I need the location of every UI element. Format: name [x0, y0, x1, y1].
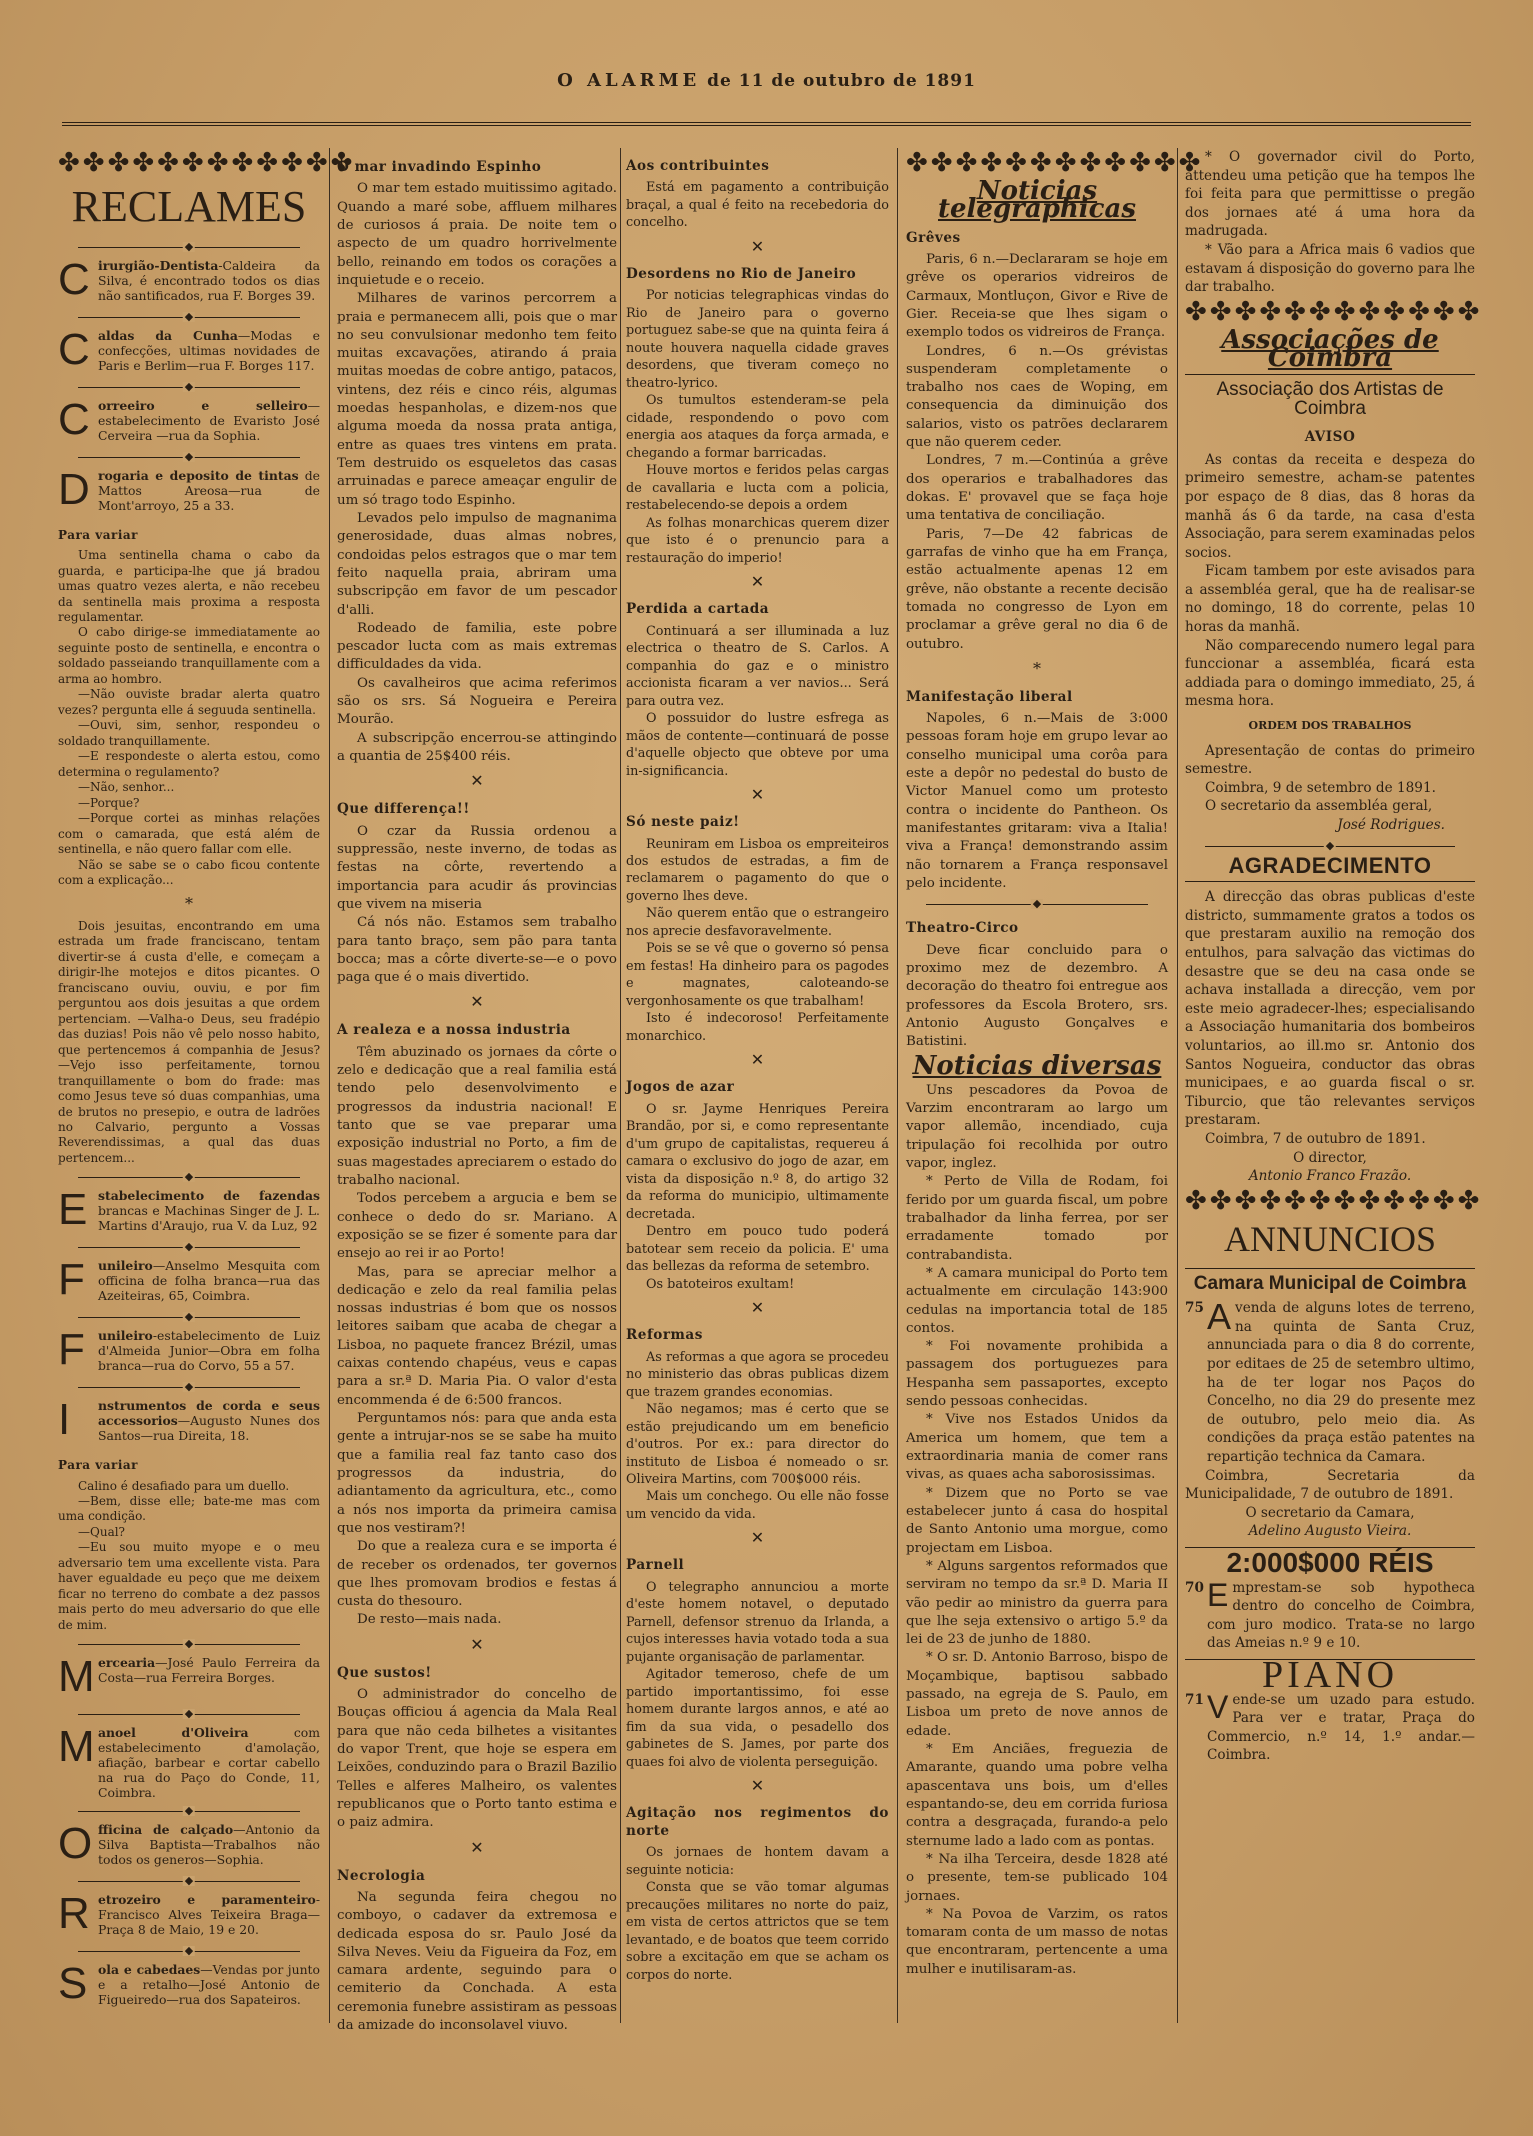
paragraph: * Vive nos Estados Unidos da America um homem, que tem a extraordinaria mania de comer rans vivas, as quaes acha saborosissimas. [906, 1412, 1168, 1483]
paragraph: * Perto de Villa de Rodam, foi ferido por um guarda fiscal, um pobre trabalhador da linha ferrea, por ser erradamente tomado por contrabandista. [906, 1174, 1168, 1263]
divider [1185, 881, 1475, 882]
column-2 [337, 148, 617, 2035]
divider: ◆ [78, 1312, 300, 1322]
paragraph: O cabo dirige-se immediatamente ao seguinte posto de sentinella, e encontra o soldado passeiando tranquillamente com a arma ao hombro. [58, 625, 320, 686]
column-5 [1185, 148, 1483, 1765]
ordem-trabalhos: ORDEM DOS TRABALHOS [1248, 719, 1412, 733]
paragraph: —Porque? [78, 795, 140, 810]
paragraph: O sr. Jayme Henriques Pereira Brandão, por si, e como representante d'um grupo de capitalistas, requereu á camara o exclusivo do jogo de azar, em vista da disposição n.º 8, do artigo 32 da reforma do municipio, ultimamente decretada. [626, 1101, 889, 1222]
paragraph: * Na ilha Terceira, desde 1828 até o presente, tem-se publicado 104 jornaes. [906, 1851, 1168, 1904]
cross-separator: ✕ [750, 236, 765, 256]
signature: Antonio Franco Frazão. [1248, 1168, 1412, 1185]
classified-ad [58, 1325, 320, 1376]
paragraph: Não se sabe se o cabo ficou contente com a explicação... [58, 857, 320, 888]
paragraph: * Vão para a Africa mais 6 vadios que estavam á disposição do governo para lhe dar trabalho. [1185, 241, 1475, 296]
date-line: Coimbra, 7 de outubro de 1891. [1205, 1130, 1426, 1147]
paragraph: Londres, 6 n.—Os grévistas suspenderam completamente o trabalho nos caes de Woping, em consequencia da diminuição dos salarios, visto os patrões declararem que não querem ceder. [906, 343, 1168, 451]
paragraph: Isto é indecoroso! Perfeitamente monarchico. [626, 1011, 889, 1044]
drop-cap: R [58, 1889, 90, 1939]
drop-cap: C [58, 325, 90, 374]
paragraph: Paris, 6 n.—Declararam se hoje em grêve os operarios vidreiros de Carmaux, Montluçon, Givor e Rive de Gier. Receia-se que lhes sigam o exemplo todos os vidreiros de França. [906, 251, 1168, 341]
headline: Manifestação liberal [906, 688, 1073, 705]
headline: Camara Municipal de Coimbra [1193, 1272, 1467, 1294]
drop-cap: F [58, 1255, 85, 1305]
paragraph: De resto—mais nada. [357, 1612, 502, 1628]
headline: Perdida a cartada [626, 601, 770, 618]
ad-text: —Anselmo Mesquita com officina de folha branca—rua das Azeiteiras, 65, Coimbra. [98, 1258, 320, 1304]
cross-separator: ✕ [470, 771, 484, 791]
paragraph: Por noticias telegraphicas vindas do Rio de Janeiro para o governo portuguez sabe-se que na quinta feira á noute houvera naquella cidade graves desordens, que tiveram começo no theatro-lyrico. [626, 288, 889, 391]
cross-separator: ✕ [750, 572, 765, 592]
headline: O mar invadindo Espinho [337, 159, 542, 175]
date-line: Coimbra, Secretaria da Municipalidade, 7 de outubro de 1891. [1185, 1467, 1475, 1503]
cross-separator: ✕ [750, 785, 765, 805]
ad-title: ercearia [98, 1655, 156, 1671]
paragraph: * Foi novamente prohibida a passagem dos portuguezes para Hespanha sem passaportes, excepto sendo pessoas conhecidas. [906, 1339, 1168, 1410]
drop-cap: M [58, 1652, 95, 1702]
ad-number: 71 [1185, 1691, 1204, 1708]
ornament-banner: ✤✤✤✤✤✤✤✤✤✤✤✤ [1185, 296, 1483, 327]
paragraph: Reuniram em Lisboa os empreiteiros dos estudos de estradas, a fim de reclamarem o pagamento do que o governo lhes deve. [626, 836, 889, 904]
paragraph: Calino é desafiado para um duello. [78, 1478, 290, 1493]
paragraph: O administrador do concelho de Bouças officiou á agencia da Mala Real para que não ceda bilhetes a visitantes do vapor Trent, que hoje se espera em Leixões, conduzindo para o Brazil Bazilio Telles e alferes Malheiro, os valentes republicanos que o Porto tanto estima e o paiz admira. [337, 1687, 617, 1831]
paragraph: Todos percebem a argucia e bem se conhece o dedo do sr. Mariano. A exposição se se fizer é somente para dar ensejo ao rei ir ao Porto! [337, 1191, 617, 1262]
cross-separator: ✕ [470, 1634, 484, 1654]
ad-title: anoel d'Oliveira [98, 1725, 249, 1741]
paragraph: * Dizem que no Porto se vae estabelecer junto á casa do hospital de Santo Antonio uma morgue, como projectam em Lisboa. [906, 1485, 1168, 1556]
classified-ad [58, 1185, 320, 1236]
drop-cap: S [58, 1959, 88, 2009]
paragraph: Pois se se vê que o governo só pensa em festas! Ha dinheiro para os pagodes e magnates, caloteando-se vergonhosamente os que trabalham! [626, 941, 889, 1009]
paragraph: Dentro em pouco tudo poderá batotear sem receio da policia. E' uma das bellezas da reforma de setembro. [626, 1224, 889, 1275]
section-title-diversas: Noticias diversas [912, 1051, 1162, 1082]
divider: ◆ [1205, 841, 1455, 851]
paragraph: Os jornaes de hontem davam a seguinte noticia: [626, 1845, 889, 1878]
drop-cap: C [58, 395, 90, 444]
paragraph: —Não, senhor... [78, 780, 175, 795]
divider: ◆ [78, 382, 300, 392]
ad-text: brancas e Machinas Singer de J. L. Martins d'Araujo, rua V. da Luz, 92 [98, 1203, 320, 1234]
paragraph: Perguntamos nós: para que anda esta gente a intrujar-nos se se sabe ha muito que a familia real faz tanto caso dos progressos da industria, do adiantamento da agricultura, etc., como a nós nos importa da primeira camisa que nos vestiram?! [337, 1411, 617, 1536]
column-divider [897, 148, 898, 2023]
classified-ad [58, 1889, 320, 1940]
divider [1185, 374, 1475, 375]
paragraph: mprestam-se sob hypotheca dentro do concelho de Coimbra, com juro modico. Trata-se no largo das Ameias n.º 9 e 10. [1207, 1579, 1475, 1652]
paragraph: Napoles, 6 n.—Mais de 3:000 pessoas foram hoje em grupo levar ao conselho municipal uma corôa para este a depôr no pedestal do busto de Victor Manuel como um protesto contra o incidente do Pantheon. Os manifestantes gritaram: viva a Italia! viva a França! demonstrando assim não tornarem a França responsavel pelo incidente. [906, 711, 1168, 891]
director-line: O director, [1293, 1149, 1367, 1166]
paragraph: * O sr. D. Antonio Barroso, bispo de Moçambique, baptisou sabbado passado, na egreja de S. Paulo, em Lisboa um preto de nove annos de edade. [906, 1650, 1168, 1739]
ad-title: unileiro [98, 1258, 153, 1274]
paragraph: —Ouvi, sim, senhor, respondeu o soldado tranquillamente. [58, 718, 320, 748]
ad-emprestam [1185, 1576, 1475, 1653]
ad-title: ola e cabedaes [98, 1962, 201, 1978]
ad-title: rogaria e deposito de tintas [98, 468, 299, 483]
masthead [62, 70, 1471, 114]
divider: ◆ [78, 1876, 300, 1886]
masthead-date: de 11 de outubro de 1891 [707, 71, 976, 91]
headline: Que differença!! [337, 801, 470, 818]
asterisk-separator: * [1033, 658, 1041, 678]
headline: Só neste paiz! [626, 814, 740, 831]
divider: ◆ [78, 452, 300, 462]
asterisk-separator: * [185, 893, 193, 913]
paragraph: Não querem então que o estrangeiro nos aprecie desfavoravelmente. [626, 906, 889, 939]
headline-piano: PIANO [1261, 1653, 1399, 1696]
paragraph: Mais um conchego. Ou elle não fosse um vencido da vida. [626, 1489, 889, 1522]
drop-cap: A [1207, 1296, 1232, 1338]
paragraph: Cá nós não. Estamos sem trabalho para tanto braço, sem pão para tanta bocca; mas a côrte diverte-se—e o povo paga que é o mais divertido. [337, 915, 617, 986]
paragraph: Do que a realeza cura e se importa é de receber os ordenados, ter governos que lhes promovam brodios e festas á custa do thesouro. [337, 1539, 617, 1610]
classified-ad [58, 1959, 320, 2010]
drop-cap: I [58, 1395, 71, 1445]
headline-para-variar: Para variar [58, 1458, 138, 1473]
drop-cap: F [58, 1325, 85, 1375]
headline: Necrologia [337, 1867, 426, 1884]
column-divider [620, 148, 621, 2023]
paragraph: —Porque cortei as minhas relações com o camarada, que está além de sentinella, e não quero fallar com elle. [58, 811, 320, 857]
headline-2000-reis: 2:000$000 RÉIS [1226, 1547, 1434, 1578]
headline: Jogos de azar [626, 1079, 735, 1096]
paragraph: —Não ouviste bradar alerta quatro vezes? pergunta elle á seguuda sentinella. [58, 687, 320, 717]
ad-text: -Caldeira da Silva, é encontrado todos os dias não santificados, rua F. Borges 39. [98, 258, 320, 303]
masthead-brand: O ALARME [557, 70, 701, 91]
date-line: Coimbra, 9 de setembro de 1891. [1205, 779, 1436, 796]
headline: Parnell [626, 1557, 685, 1574]
divider: ◆ [78, 1709, 300, 1719]
ad-text: —Vendas por junto e a retalho—José Antonio de Figueiredo—rua dos Sapateiros. [98, 1962, 320, 2008]
ornament-banner: ✤✤✤✤✤✤✤✤✤✤✤✤ [906, 148, 1204, 178]
ad-venda-lotes [1185, 1296, 1475, 1466]
paragraph: Uma sentinella chama o cabo da guarda, e participa-lhe que já bradou umas quatro vezes alerta, e não recebeu da sentinella mais proxima a resposta regulamentar. [58, 548, 320, 624]
classified-ad [58, 395, 320, 446]
headline: Que sustos! [337, 1664, 432, 1681]
ornament-banner: ✤✤✤✤✤✤✤✤✤✤✤✤ [1185, 1185, 1483, 1216]
drop-cap: E [1207, 1576, 1229, 1613]
paragraph: Houve mortos e feridos pelas cargas de cavallaria e lucta com a policia, restabelecendo-se depois a ordem [626, 463, 889, 514]
divider: ◆ [78, 1382, 300, 1392]
cross-separator: ✕ [750, 1776, 765, 1796]
cross-separator: ✕ [470, 992, 484, 1012]
paragraph: * Na Povoa de Varzim, os ratos tomaram conta de um masso de notas que encontraram, pertencente a uma mulher e inutilisaram-as. [906, 1906, 1168, 1977]
paragraph: Deve ficar concluido para o proximo mez de dezembro. A decoração do theatro foi entregue aos professores da Escola Brotero, srs. Antonio Augusto Gonçalves e Batistini. [906, 942, 1168, 1050]
headline: Grêves [906, 229, 961, 246]
divider: ◆ [78, 1172, 300, 1182]
ad-number: 70 [1185, 1579, 1204, 1596]
masthead-rule [62, 122, 1471, 126]
divider [1185, 1268, 1475, 1269]
divider: ◆ [78, 242, 300, 252]
drop-cap: C [58, 255, 90, 304]
divider: ◆ [78, 1242, 300, 1252]
paragraph: Consta que se vão tomar algumas precauções militares no norte do paiz, em vista de certos attrictos que se tem levantado, e de boatos que teem corrido sobre a excitação em que se acham os corpos do norte. [626, 1880, 889, 1983]
ad-text: de Mattos Areosa—rua de Mont'arroyo, 25 a 33. [98, 468, 321, 513]
paragraph: —Bem, disse elle; bate-me mas com uma condição. [58, 1493, 320, 1524]
ad-title: irurgião-Dentista [98, 258, 219, 273]
paragraph: Uns pescadores da Povoa de Varzim encontraram ao largo um vapor allemão, incendiado, cuja tripulação foi recolhida por outro vapor, inglez. [906, 1082, 1168, 1171]
secretary-line: O secretario da assembléa geral, [1205, 798, 1433, 815]
paragraph: Levados pelo impulso de magnanima generosidade, duas almas nobres, condoidas pelos estragos que o mar tem feito naquella praia, abriram uma subscripção em favor de um pescador d'alli. [337, 510, 617, 618]
paragraph: Agitador temeroso, chefe de um partido importantissimo, foi esse homem durante largos annos, e até ao fim da sua vida, o pesadello dos gabinetes de S. James, por parte dos quaes foi alvo de violenta perseguição. [626, 1667, 889, 1770]
ad-title: fficina de calçado [98, 1822, 234, 1838]
paragraph: venda de alguns lotes de terreno, na quinta de Santa Cruz, annunciada para o dia 8 do corrente, por editaes de 25 de setembro ultimo, ha de ter logar nos Paços do Concelho, no dia 29 do presente mez de outubro, pelo meio dia. As condições da praça estão patentes na repartição technica da Camara. [1207, 1300, 1475, 1466]
drop-cap: O [58, 1819, 93, 1869]
divider: ◆ [78, 1806, 300, 1816]
paragraph: Paris, 7—De 42 fabricas de garrafas de vinho que ha em França, estão actualmente apenas 12 em grêve, não obstante a recente decisão tomada no congresso de Lyon em proclamar a grêve geral no dia 6 de outubro. [906, 526, 1168, 652]
paragraph: As reformas a que agora se procedeu no ministerio das obras publicas dizem que trazem grandes economias. [626, 1349, 889, 1400]
ad-title: unileiro [98, 1328, 153, 1344]
section-title-reclames: RECLAMES [71, 182, 307, 231]
cross-separator: ✕ [750, 1050, 765, 1070]
paragraph: Ficam tambem por este avisados para a assembléa geral, que ha de realisar-se no domingo, 18 do corrente, pelas 10 horas da manhã. [1185, 563, 1475, 636]
paragraph: As contas da receita e despeza do primeiro semestre, acham-se patentes por espaço de 8 dias, das 8 horas da manhã ás 6 da tarde, na casa d'esta Associação, para serem examinadas pelos socios. [1185, 451, 1475, 561]
classified-ad [58, 1819, 320, 1870]
divider: ◆ [78, 1639, 300, 1649]
paragraph: Têm abuzinado os jornaes da côrte o zelo e dedicação que a real familia está tendo pelo desenvolvimento e progressos da industria nacional! E tanto que se vae preparar uma exposição industrial no Porto, a fim de suas magestades apreciarem o estado do trabalho nacional. [337, 1044, 617, 1188]
paragraph: —Qual? [78, 1524, 125, 1539]
ad-title: nstrumentos de corda e seus accessorios [98, 1398, 320, 1429]
section-title-telegraphicas: Noticias telegraphicas [938, 176, 1136, 225]
drop-cap: V [1207, 1688, 1229, 1725]
ad-piano [1185, 1688, 1475, 1765]
ad-text: -Francisco Alves Teixeira Braga—Praça 8 de Maio, 19 e 20. [98, 1892, 320, 1938]
classified-ad [58, 325, 320, 376]
paragraph: Dois jesuitas, encontrando em uma estrada um frade franciscano, tentam divertir-se á custa d'elle, e começam a dirigir-lhe motejos e ditos picantes. O franciscano ouviu, ouviu, e por fim perguntou aos dois jesuitas a que ordem pertenciam. —Valha-o Deus, seu fradépio das duzias! Pois não vê pelo nosso habito, que pertencemos á companhia de Jesus? —Vejo isso perfeitamente, tornou tranquillamente o bom do frade: mas como Jesus teve só duas companhias, uma de brutos no presepio, e outra de ladrões no Calvario, pergunto a Vossas Reverendissimas, a qual das duas pertencem... [58, 918, 320, 1165]
paragraph: Na segunda feira chegou no comboyo, o cadaver da extremosa e dedicada esposa do sr. Paulo José da Silva Neves. Veiu da Figueira da Foz, em camara ardente, seguindo para o cemiterio da Conchada. A esta ceremonia funebre assistiram as pessoas da amizade do inconsolavel viuvo. [337, 1889, 617, 2034]
paragraph: —E respondeste o alerta estou, como determina o regulamento? [58, 749, 320, 779]
ad-title: aldas da Cunha [98, 328, 238, 343]
paragraph: Rodeado de familia, este pobre pescador lucta com as mais extremas difficuldades da vida. [337, 620, 617, 673]
cross-separator: ✕ [470, 1837, 484, 1857]
ad-text: -estabelecimento de Luiz d'Almeida Junior—Obra em folha branca—rua do Corvo, 55 a 57. [98, 1328, 320, 1374]
cross-separator: ✕ [750, 1528, 765, 1548]
paragraph: O possuidor do lustre esfrega as mãos de contente—continuará de posse d'aquelle objecto que obteve por uma in-significancia. [626, 711, 889, 779]
paragraph: Milhares de varinos percorrem a praia e permanecem alli, pois que o mar no seu convulsionar medonho tem feito muitas excavações, atirando á praia muitas moedas de cobre antigo, patacos, vintens, dez réis e cinco réis, algumas moedas hespanholas, e dizem-nos que alguma moeda da nossa prata antiga, entre as quaes tres vintens em prata. Tem destruido os esqueletos das casas arruinadas e parece ameaçar engulir de um só trago todo Espinho. [337, 291, 617, 508]
paragraph: * Em Anciães, freguezia de Amarante, quando uma pobre velha apascentava uns bois, um d'elles espantando-se, deu em corrida furiosa contra a desgraçada, furando-a pelo sternume lado a lado com as pontas. [906, 1742, 1168, 1849]
classified-ad [58, 465, 321, 516]
headline: A realeza e a nossa industria [337, 1022, 571, 1039]
paragraph: * O governador civil do Porto, attendeu uma petição que ha tempos lhe foi feita para que permittisse o pregão dos jornaes até á uma hora da madrugada. [1185, 149, 1475, 240]
headline: Theatro-Circo [906, 920, 1019, 937]
paragraph: ende-se um uzado para estudo. Para ver e tratar, Praça do Commercio, n.º 14, 1.º andar.—Coimbra. [1207, 1691, 1475, 1764]
paragraph: Os cavalheiros que acima referimos são os srs. Sá Nogueira e Pereira Mourão. [337, 675, 617, 728]
paragraph: O czar da Russia ordenou a suppressão, neste inverno, de todas as festas na côrte, revertendo a importancia para acudir ás provincias que vivem na miseria [337, 823, 617, 912]
divider: ◆ [78, 1946, 300, 1956]
paragraph: As folhas monarchicas querem dizer que isto é o prenuncio para a restauração do imperio! [626, 515, 889, 566]
ad-title: etrozeiro e paramenteiro [98, 1892, 316, 1908]
headline-para-variar: Para variar [58, 528, 138, 542]
ad-text: —Antonio da Silva Baptista—Trabalhos não todos os generos—Sophia. [98, 1822, 320, 1868]
secretary-line: O secretario da Camara, [1245, 1504, 1415, 1521]
headline: Reformas [626, 1327, 703, 1344]
drop-cap: D [58, 465, 90, 514]
column-divider [329, 148, 330, 2023]
paragraph: Está em pagamento a contribuição braçal, a qual é feito na recebedoria do concelho. [626, 180, 889, 231]
ornament-banner: ✤✤✤✤✤✤✤✤✤✤✤✤ [58, 148, 356, 178]
cross-separator: ✕ [750, 1298, 765, 1318]
paragraph: * A camara municipal do Porto tem actualmente em circulação 143:900 cedulas na importancia total de 185 contos. [906, 1265, 1168, 1336]
paragraph: O mar tem estado muitissimo agitado. Quando a maré sobe, affluem milhares de curiosos á praia. De noite tem o aspecto de um quadro horrivelmente bello, reinando em todos os corações a inquietude e o receio. [337, 181, 617, 288]
ad-text: —José Paulo Ferreira da Costa—rua Ferreira Borges. [98, 1655, 320, 1686]
headline: Agitação nos regimentos do norte [626, 1805, 889, 1839]
divider: ◆ [78, 312, 300, 322]
paragraph: Apresentação de contas do primeiro semestre. [1185, 742, 1475, 778]
paragraph: A direcção das obras publicas d'este districto, summamente gratos a todos os que prestaram auxilio na remoção dos entulhos, para salvação das victimas do desastre que se deu na casa onde se achava installada a direcção, vem por este meio agradecer-lhes; especialisando a Associação humanitaria dos bombeiros voluntarios, ao ill.mo sr. Antonio dos Santos Nogueira, conductor das obras municipaes, e ao guarda fiscal o sr. Tiburcio, que tão relevantes serviços prestaram. [1185, 889, 1475, 1129]
paragraph: Não negamos; mas é certo que se estão prejudicando um em beneficio d'outros. Por ex.: para director do instituto de Lisboa é nomeado o sr. Oliveira Martins, com 700$000 réis. [626, 1402, 889, 1487]
paragraph: Continuará a ser illuminada a luz electrica o theatro de S. Carlos. A companhia do gaz e o ministro accionista ficaram a ver navios... Será para outra vez. [626, 623, 889, 709]
drop-cap: M [58, 1722, 95, 1772]
paragraph: A subscripção encerrou-se attingindo a quantia de 25$400 réis. [337, 730, 617, 764]
divider: ◆ [926, 899, 1148, 909]
signature: Adelino Augusto Vieira. [1248, 1523, 1412, 1540]
column-divider [1177, 148, 1178, 2023]
classified-ad [58, 1255, 320, 1306]
section-title-associacoes: Associações de Coimbra [1221, 324, 1439, 374]
headline: Associação dos Artistas de Coimbra [1216, 378, 1444, 419]
ad-text: —Modas e confecções, ultimas novidades de Paris e Berlim—rua F. Borges 117. [98, 328, 320, 373]
classified-ad [58, 255, 320, 306]
paragraph: —Eu sou muito myope e o meu adversario tem uma excellente vista. Para haver egualdade eu peço que me deixem ficar no terreno do combate a dez passos mais perto do meu adversario do que elle de mim. [58, 1540, 320, 1632]
headline-aviso: AVISO [1304, 429, 1356, 446]
section-title-agradecimento: AGRADECIMENTO [1228, 852, 1432, 878]
paragraph: Os batoteiros exultam! [646, 1276, 795, 1292]
column-reclames [58, 148, 356, 2014]
paragraph: Mas, para se apreciar melhor a dedicação e zelo da real familia pelas nossas industrias é bom que os nossos leitores saibam que acaba de chegar a Lisboa, no paquete francez Brézil, umas caixas contendo chapéus, veus e capas para a sr.ª D. Maria Pia. O valor d'esta encommenda é de 6:500 francos. [337, 1264, 617, 1408]
classified-ad [58, 1652, 320, 1703]
headline: Desordens no Rio de Janeiro [626, 265, 857, 282]
headline: Aos contribuintes [626, 158, 770, 174]
drop-cap: E [58, 1185, 88, 1235]
signature: José Rodrigues. [1337, 817, 1445, 833]
ad-text: —estabelecimento de Evaristo José Cerveira —rua da Sophia. [98, 398, 320, 443]
classified-ad [58, 1722, 320, 1801]
paragraph: * Alguns sargentos reformados que serviram no tempo da sr.ª D. Maria II vão pedir ao ministro da guerra para que lhe seja extensivo o artigo 5.º da lei de 23 de junho de 1880. [906, 1558, 1168, 1648]
paragraph: O telegrapho annunciou a morte d'este homem notavel, o deputado Parnell, defensor strenuo da Irlanda, a cujos interesses havia votado toda a sua pujante organisação de parlamentar. [626, 1579, 889, 1665]
classified-ad [58, 1395, 320, 1446]
paragraph: Não comparecendo numero legal para funccionar a assembléa, ficará esta addiada para o domingo immediato, 25, á mesma hora. [1185, 637, 1475, 710]
section-title-annuncios: ANNUNCIOS [1223, 1218, 1436, 1259]
paragraph: Londres, 7 m.—Continúa a grêve dos operarios e trabalhadores das dokas. E' provavel que se faça hoje uma tentativa de conciliação. [906, 453, 1168, 524]
ad-title: orreeiro e selleiro [98, 398, 308, 413]
ad-number: 75 [1185, 1300, 1204, 1317]
ad-title: stabelecimento de fazendas [98, 1188, 320, 1204]
ad-text: com estabelecimento d'amolação, afiação, barbear e cortar cabello na rua do Paço do Conde, 11, Coimbra. [98, 1725, 320, 1801]
ad-text: —Augusto Nunes dos Santos—rua Direita, 18. [98, 1413, 320, 1444]
column-3 [626, 148, 889, 1984]
paragraph: Os tumultos estenderam-se pela cidade, respondendo o povo com energia aos ataques da força armada, e chegando a formar barricadas. [626, 393, 889, 461]
